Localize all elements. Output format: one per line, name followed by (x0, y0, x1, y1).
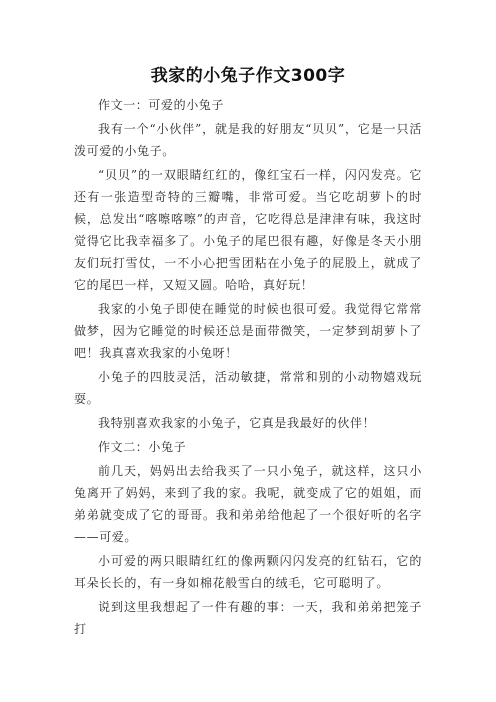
paragraph: “贝贝”的一双眼睛红红的，像红宝石一样，闪闪发亮。它还有一张造型奇特的三瓣嘴，非常可爱。当它吃胡萝卜的时候，总发出“喀嚓喀嚓”的声音，它吃得总是津津有味，我这时觉得它比我幸福多了。小兔子的尾巴很有趣，好像是冬天小朋友们玩打雪仗，一不小心把雪团粘在小兔子的屁股上，就成了它的尾巴一样，又短又圆。哈哈，真好玩！ (74, 168, 422, 292)
paragraph: 我家的小兔子即使在睡觉的时候也很可爱。我觉得它常常做梦，因为它睡觉的时候还总是面带微笑，一定梦到胡萝卜了吧！我真喜欢我家的小兔呀！ (74, 302, 422, 360)
paragraph: 我有一个“小伙伴”，就是我的好朋友“贝贝”，它是一只活泼可爱的小兔子。 (74, 122, 422, 158)
paragraph: 我特别喜欢我家的小兔子，它真是我最好的伙伴！ (98, 416, 376, 430)
paragraph: 说到这里我想起了一件有趣的事：一天，我和弟弟把笼子打 (74, 600, 422, 636)
paragraph: 前几天，妈妈出去给我买了一只小兔子，就这样，这只小兔离开了妈妈，来到了我的家。我呢，就变成了它的姐姐，而弟弟就变成了它的哥哥。我和弟弟给他起了一个很好听的名字——可爱。 (74, 464, 422, 544)
document-body (74, 94, 422, 640)
document-title: 我家的小兔子作文300字 (150, 66, 346, 86)
paragraph: 小可爱的两只眼睛红红的像两颗闪闪发亮的红钻石，它的耳朵长长的，有一身如棉花般雪白的绒毛，它可聪明了。 (74, 554, 422, 590)
essay-heading-2: 作文二：小兔子 (98, 440, 187, 454)
paragraph: 小兔子的四肢灵活，活动敏捷，常常和别的小动物嬉戏玩耍。 (74, 370, 422, 406)
essay-heading-1: 作文一：可爱的小兔子 (98, 98, 225, 112)
